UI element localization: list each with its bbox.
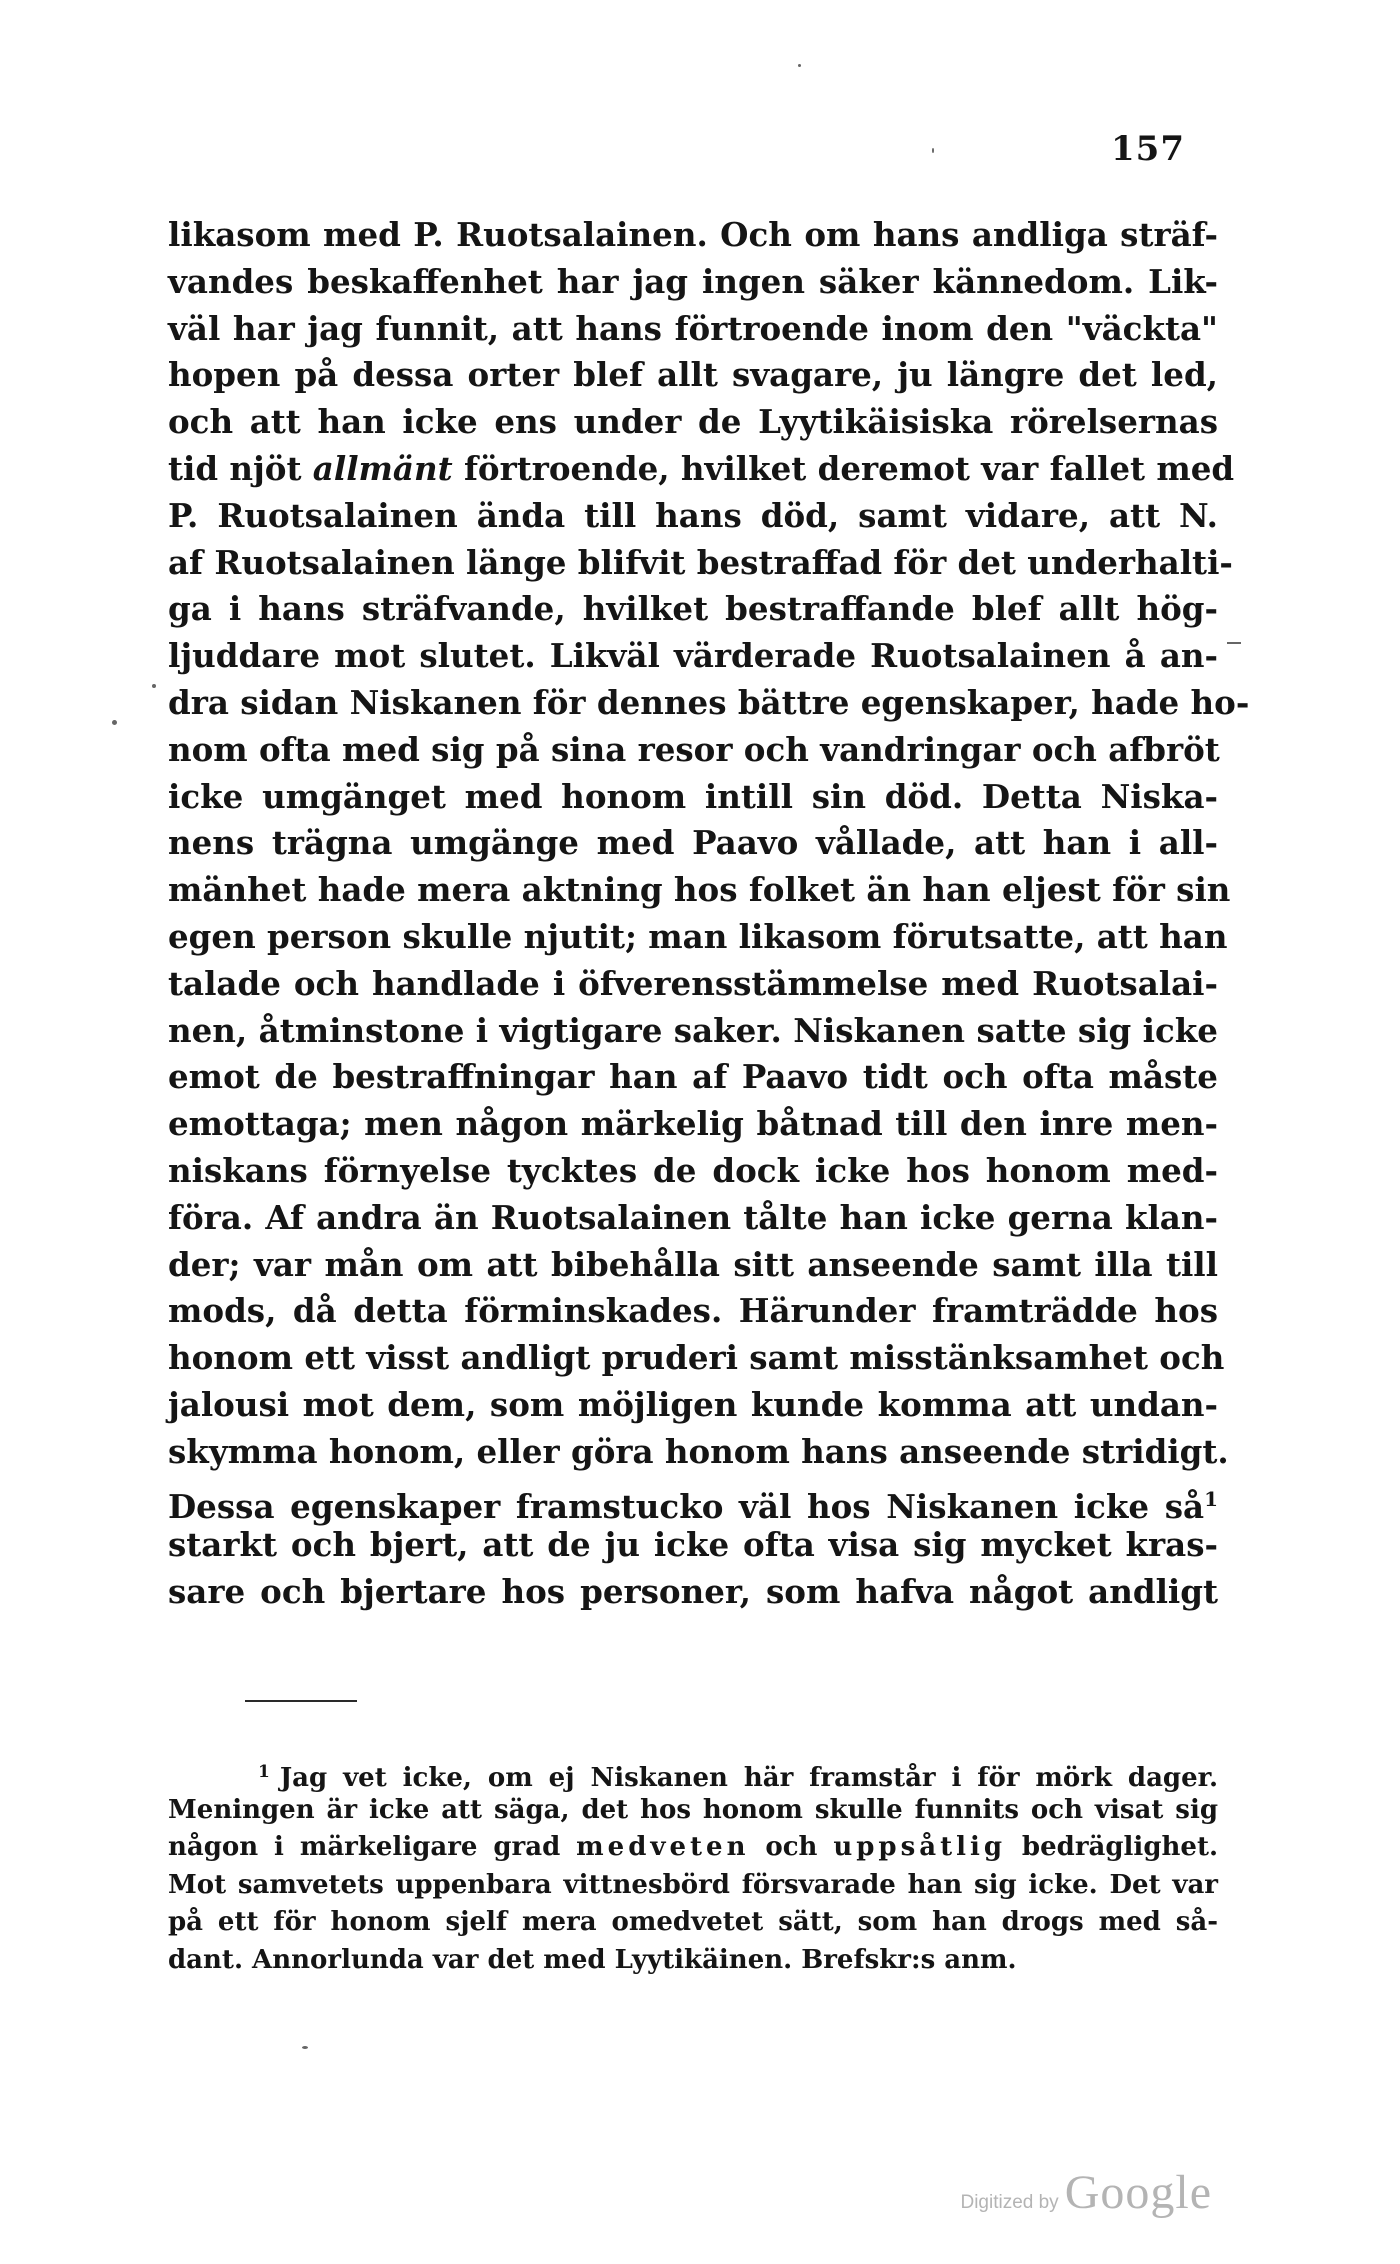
text-line: ljuddare mot slutet. Likväl värderade Ruotsalainen å an- (168, 636, 1218, 676)
text-line (168, 1616, 1218, 1663)
footnote-line: Mot samvetets uppenbara vittnesbörd försvarade han sig icke. Det var (168, 1869, 1218, 1900)
footnote-line: Meningen är icke att säga, det hos honom skulle funnits och visat sig (168, 1794, 1218, 1825)
text-segment: Dessa egenskaper framstucko väl hos Niskanen icke så (168, 1486, 1205, 1526)
text-line: och att han icke ens under de Lyytikäisiska rörelsernas (168, 402, 1218, 442)
footnote-divider (245, 1700, 357, 1702)
digitized-by-google-watermark (960, 2165, 1212, 2220)
text-line: likasom med P. Ruotsalainen. Och om hans andliga sträf- (168, 215, 1218, 254)
text-line: jalousi mot dem, som möjligen kunde komma att undan- (168, 1384, 1218, 1424)
text-segment: tid njöt (168, 448, 313, 488)
text-line (168, 446, 1235, 493)
text-line: skymma honom, eller göra honom hans anseende stridigt. (168, 1431, 1229, 1471)
footnote-segment: Jag vet icke, om ej Niskanen här framstår i för mörk dager. (279, 1763, 1218, 1793)
text-line: egen person skulle njutit; man likasom förutsatte, att han (168, 916, 1228, 956)
scan-speck (932, 148, 934, 153)
footnote-reference: 1 (1204, 1486, 1218, 1511)
page-number: 157 (1111, 129, 1185, 169)
italic-word: allmänt (312, 448, 453, 488)
text-line: P. Ruotsalainen ända till hans död, samt vidare, att N. (168, 495, 1218, 535)
scan-speck (302, 2046, 308, 2049)
scan-speck (152, 684, 156, 688)
text-line: föra. Af andra än Ruotsalainen tålte han icke gerna klan- (168, 1197, 1218, 1237)
text-line: nen, åtminstone i vigtigare saker. Niskanen satte sig icke (168, 1010, 1218, 1050)
scan-speck (1227, 642, 1241, 644)
text-line: mods, då detta förminskades. Härunder framträdde hos (168, 1291, 1218, 1331)
text-line: ga i hans sträfvande, hvilket bestraffande blef allt hög- (168, 589, 1218, 629)
text-line: dra sidan Niskanen för dennes bättre egenskaper, hade ho- (168, 682, 1250, 722)
spaced-word: medveten (576, 1832, 750, 1863)
text-line: nens trägna umgänge med Paavo vållade, att han i all- (168, 823, 1218, 863)
text-line: niskans förnyelse tycktes de dock icke hos honom med- (168, 1150, 1218, 1190)
text-line: väl har jag funnit, att hans förtroende inom den "väckta" (168, 308, 1218, 348)
text-line: sare och bjertare hos personer, som hafva något andligt (168, 1572, 1218, 1612)
text-line: emottaga; men någon märkelig båtnad till den inre men- (168, 1104, 1218, 1144)
text-line: icke umgänget med honom intill sin död. Detta Niska- (168, 776, 1218, 816)
text-line (168, 1476, 1218, 1526)
scan-speck (798, 64, 801, 67)
text-line: hopen på dessa orter blef allt svagare, ju längre det led, (168, 355, 1218, 395)
scan-speck (112, 720, 117, 725)
text-line: vandes beskaffenhet har jag ingen säker kännedom. Lik- (168, 261, 1218, 301)
watermark-prefix: Digitized by (960, 2192, 1059, 2213)
footnote (168, 1754, 1218, 1980)
text-line: honom ett visst andligt pruderi samt misstänksamhet och (168, 1338, 1225, 1378)
footnote-line (168, 1754, 1218, 1792)
text-line: mänhet hade mera aktning hos folket än han eljest för sin (168, 870, 1231, 910)
text-line: talade och handlade i öfverensstämmelse med Ruotsalai- (168, 963, 1218, 1003)
footnote-line: på ett för honom sjelf mera omedvetet sätt, som han drogs med så- (168, 1907, 1218, 1938)
footnote-segment: bedräglighet. (1006, 1832, 1218, 1863)
body-text (168, 212, 1250, 1663)
text-line: starkt och bjert, att de ju icke ofta visa sig mycket kras- (168, 1525, 1218, 1565)
text-segment: förtroende, hvilket deremot var fallet med (452, 448, 1235, 488)
text-line: der; var mån om att bibehålla sitt anseende samt illa till (168, 1244, 1218, 1284)
text-line: af Ruotsalainen länge blifvit bestraffad för det underhalti- (168, 542, 1233, 582)
footnote-line: dant. Annorlunda var det med Lyytikäinen. Brefskr:s anm. (168, 1944, 1017, 1975)
text-line: nom ofta med sig på sina resor och vandringar och afbröt (168, 729, 1220, 769)
text-line: emot de bestraffningar han af Paavo tidt och ofta måste (168, 1057, 1218, 1097)
spaced-word: uppsåtlig (833, 1832, 1007, 1863)
google-logo: Google (1064, 2166, 1212, 2219)
footnote-segment: någon i märkeligare grad (168, 1832, 577, 1863)
footnote-marker: 1 (258, 1762, 270, 1782)
footnote-line (168, 1829, 1218, 1867)
footnote-segment: och (749, 1832, 834, 1863)
